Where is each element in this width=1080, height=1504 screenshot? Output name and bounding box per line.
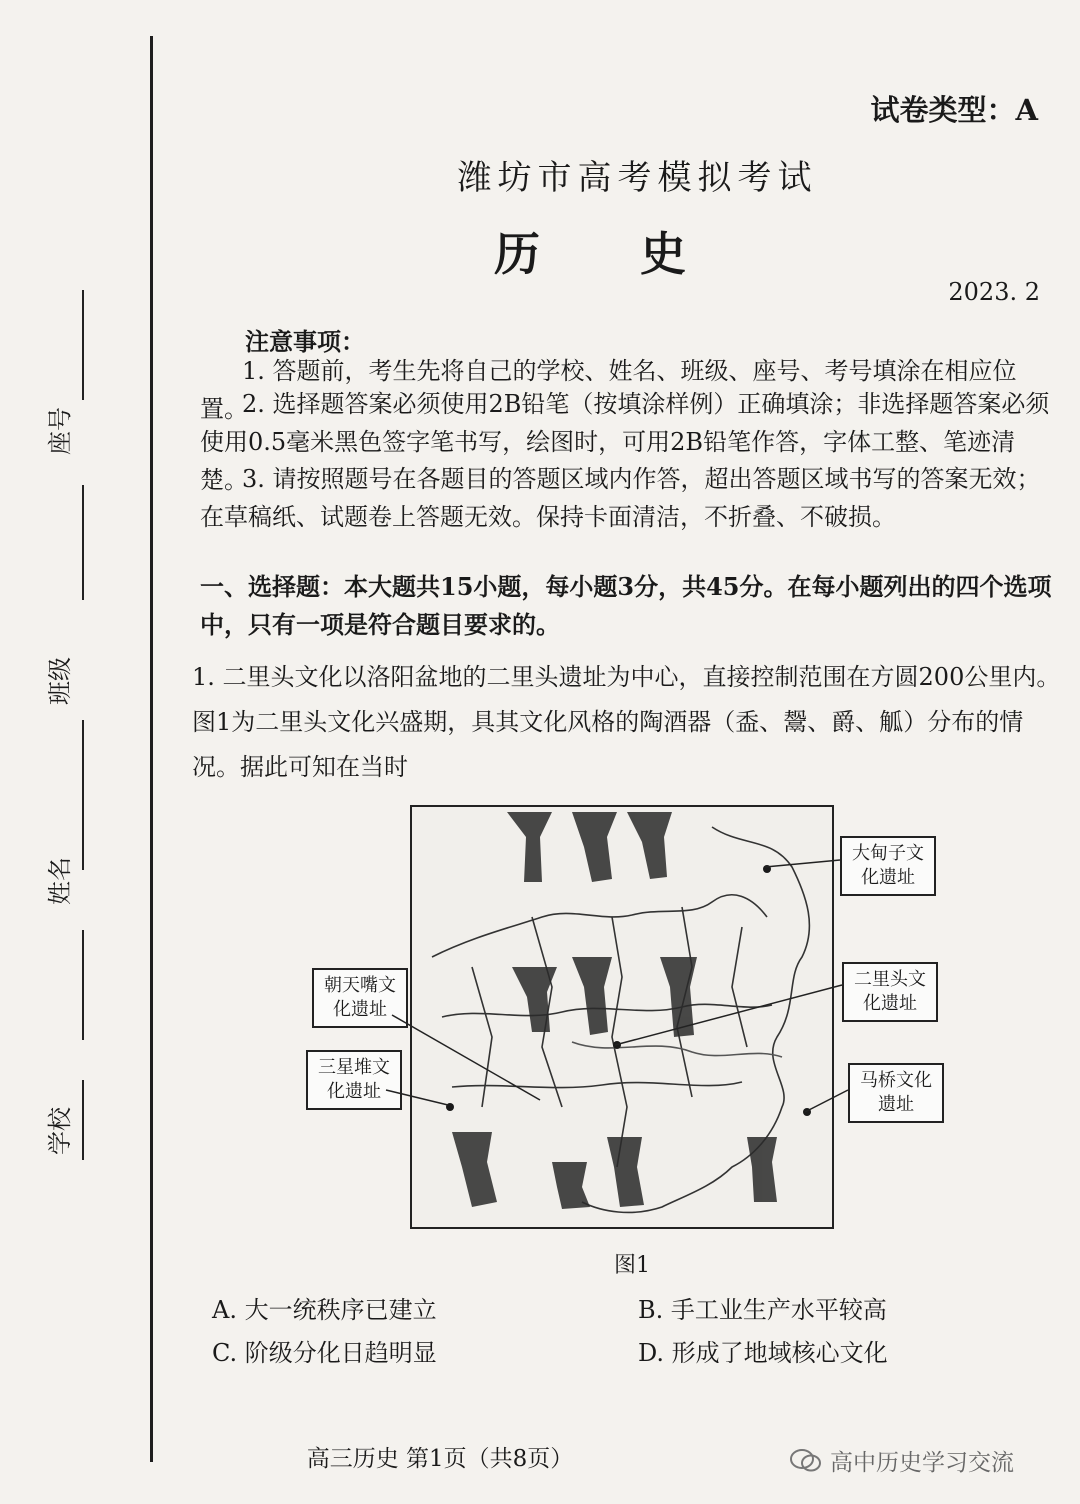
seat-label: 座号: [46, 407, 74, 455]
option-a[interactable]: A. 大一统秩序已建立: [212, 1296, 437, 1324]
question-1-stem: 1. 二里头文化以洛阳盆地的二里头遗址为中心，直接控制范围在方圆200公里内。图1为二里头文化兴盛期，具其文化风格的陶酒器（盉、鬶、爵、觚）分布的情况。据此可知在当时: [192, 663, 1061, 781]
figure-caption: 图1: [614, 1253, 650, 1278]
exam-title: 潍坊市高考模拟考试: [457, 158, 818, 198]
watermark-text: 高中历史学习交流: [830, 1450, 1014, 1476]
option-d[interactable]: D. 形成了地域核心文化: [638, 1339, 888, 1367]
callout-maqiao: 马桥文化遗址: [848, 1063, 944, 1123]
option-b[interactable]: B. 手工业生产水平较高: [638, 1296, 887, 1324]
name-label: 姓名: [46, 857, 74, 905]
notice-item-3: 3. 请按照题号在各题目的答题区域内作答，超出答题区域书写的答案无效；在草稿纸、试题卷上答题无效。保持卡面清洁，不折叠、不破损。: [200, 465, 1041, 531]
notice-item-2: 2. 选择题答案必须使用2B铅笔（按填涂样例）正确填涂；非选择题答案必须使用0.5毫米黑色签字笔书写，绘图时，可用2B铅笔作答，字体工整、笔迹清楚。: [200, 390, 1050, 494]
callout-sanxingdui: 三星堆文化遗址: [306, 1050, 402, 1110]
wechat-icon: [790, 1448, 822, 1474]
paper-type: 试卷类型：A: [870, 93, 1038, 127]
page-footer: 高三历史 第1页（共8页）: [306, 1446, 574, 1472]
notice-item-1: 1. 答题前，考生先将自己的学校、姓名、班级、座号、考号填涂在相应位置。: [200, 357, 1017, 423]
subject-title: 历史: [494, 227, 786, 281]
notice-title: 注意事项：: [245, 327, 365, 356]
callout-erlitou: 二里头文化遗址: [842, 962, 938, 1022]
section-heading: 一、选择题：本大题共15小题，每小题3分，共45分。在每小题列出的四个选项中，只有一项是符合题目要求的。: [200, 572, 1052, 639]
callout-dadianzi: 大甸子文化遗址: [840, 836, 936, 896]
class-label: 班级: [46, 657, 74, 705]
option-c[interactable]: C. 阶级分化日趋明显: [212, 1339, 437, 1367]
school-label: 学校: [46, 1107, 74, 1155]
exam-date: 2023. 2: [948, 278, 1040, 306]
callout-chaotianzui: 朝天嘴文化遗址: [312, 968, 408, 1028]
